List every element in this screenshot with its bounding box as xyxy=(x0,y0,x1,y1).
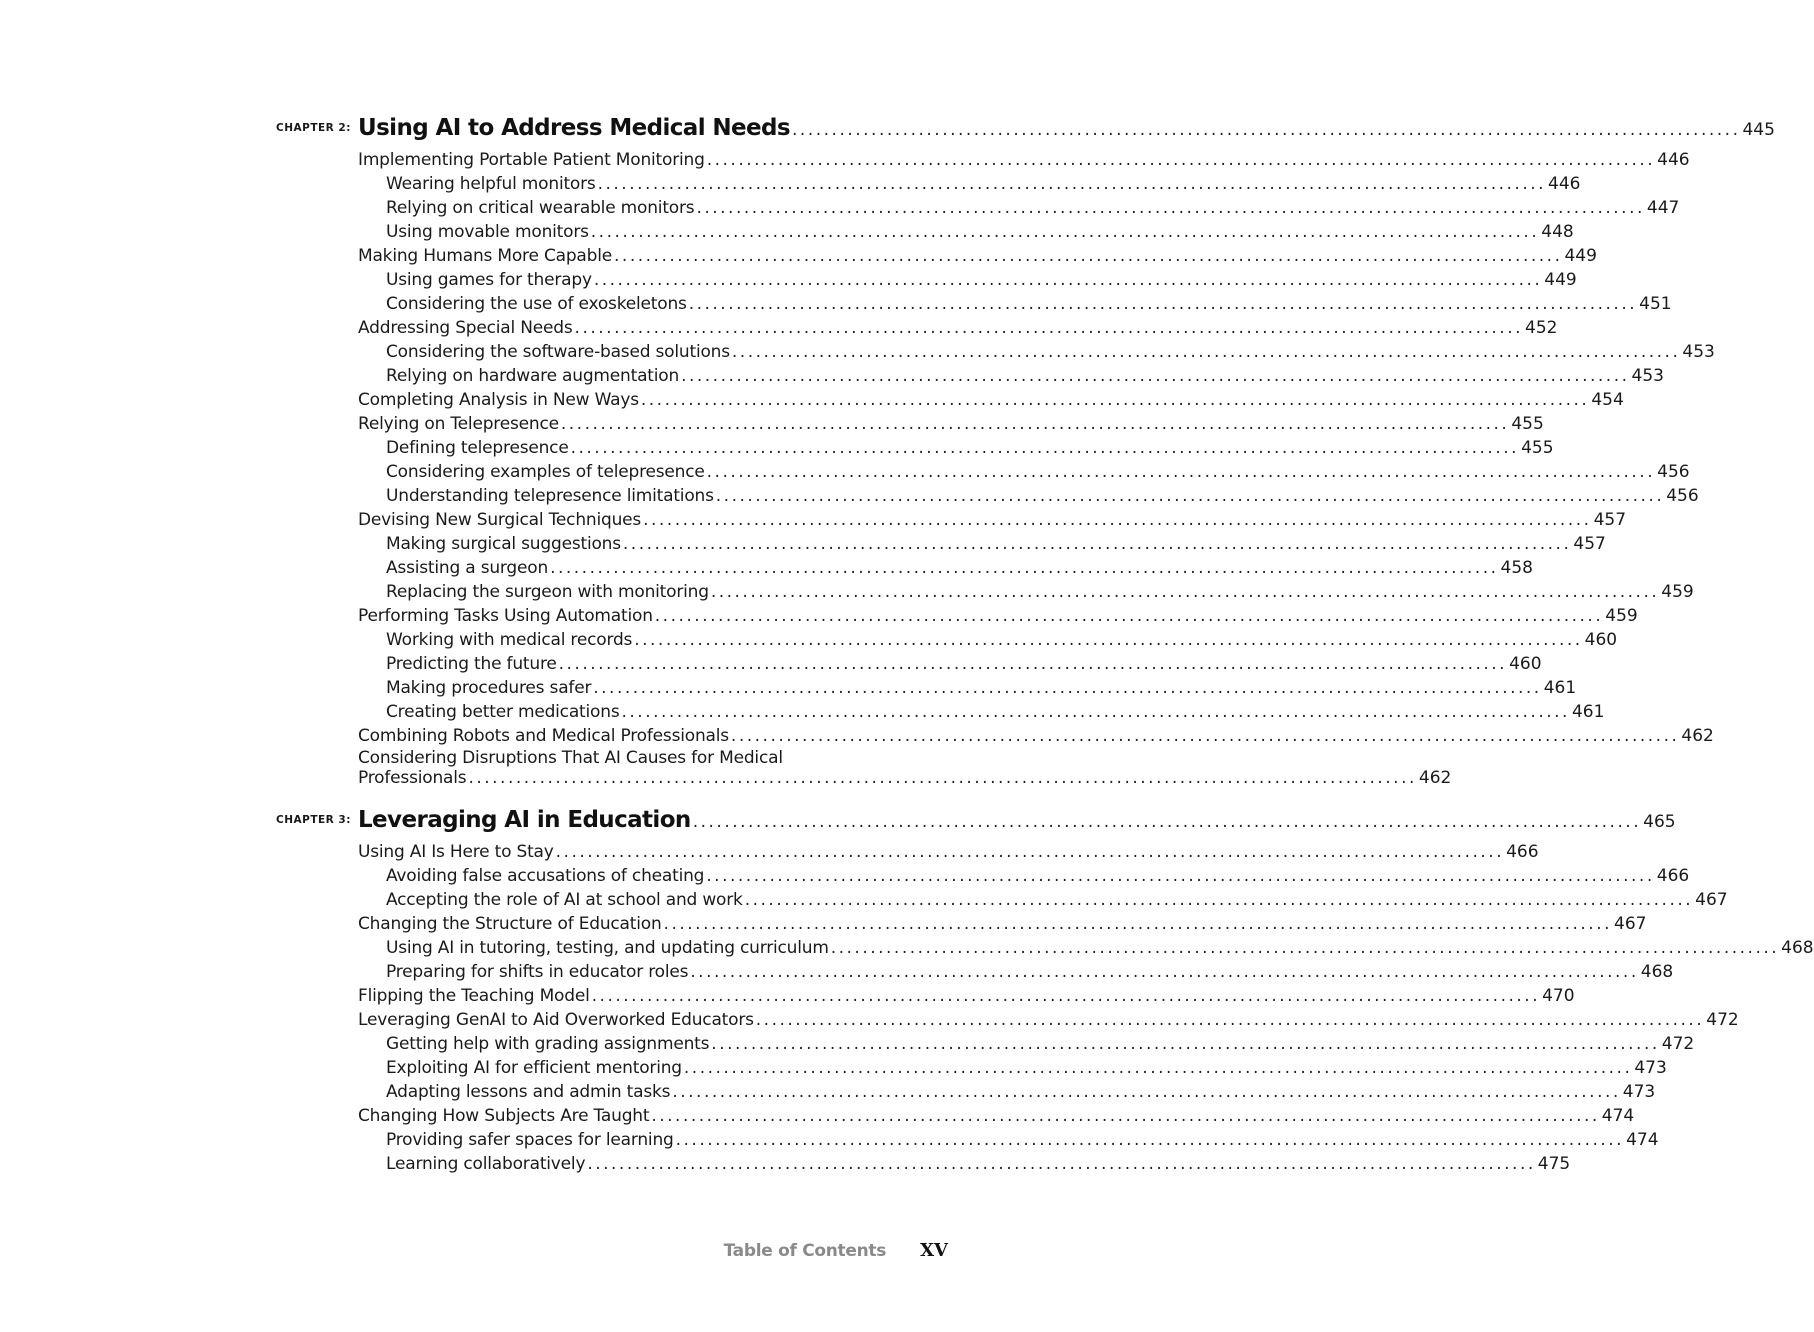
toc-subentry[interactable] xyxy=(358,220,1574,244)
toc-entry-page-number: 456 xyxy=(1666,486,1699,506)
toc-entry-page-number: 474 xyxy=(1626,1130,1659,1150)
toc-entry-page-number: 461 xyxy=(1571,702,1605,722)
toc-entry-page-number: 457 xyxy=(1593,510,1627,530)
dot-leader: ........................................................................................................................ xyxy=(731,342,1681,362)
toc-entry-page-number: 474 xyxy=(1601,1106,1635,1126)
toc-entry-title: Completing Analysis in New Ways xyxy=(358,390,639,410)
dot-leader: ........................................................................................................................ xyxy=(706,866,1655,886)
toc-entry-page-number: 455 xyxy=(1521,438,1554,458)
dot-leader: ........................................................................................................................ xyxy=(715,486,1665,506)
dot-leader: ........................................................................................................................ xyxy=(681,366,1630,386)
dot-leader: ........................................................................................................................ xyxy=(634,630,1583,650)
toc-entry-title: Leveraging GenAI to Aid Overworked Educators xyxy=(358,1010,754,1030)
toc-entry[interactable] xyxy=(358,1008,1739,1032)
toc-entry-title: Making Humans More Capable xyxy=(358,246,613,266)
toc-subentry[interactable] xyxy=(358,628,1618,652)
toc-subentry[interactable] xyxy=(358,268,1577,292)
toc-entry-page-number: 466 xyxy=(1656,866,1690,886)
toc-subentry[interactable] xyxy=(358,1056,1667,1080)
dot-leader: ........................................................................................................................ xyxy=(663,914,1613,934)
toc-entry-page-number: 468 xyxy=(1640,962,1674,982)
toc-subentry[interactable] xyxy=(358,580,1694,604)
toc-entry-page-number: 468 xyxy=(1781,938,1814,958)
chapter-2-entries xyxy=(358,148,1715,792)
toc-subentry[interactable] xyxy=(358,1032,1695,1056)
toc-entry-page-number: 462 xyxy=(1418,768,1452,788)
dot-leader: ........................................................................................................................ xyxy=(558,654,1508,674)
toc-entry-title: Professionals xyxy=(358,768,467,788)
toc-entry-title: Wearing helpful monitors xyxy=(386,174,596,194)
toc-entry-title: Considering examples of telepresence xyxy=(386,462,705,482)
dot-leader: ........................................................................................................................ xyxy=(593,270,1543,290)
dot-leader: ........................................................................................................................ xyxy=(792,120,1741,140)
toc-entry-page-number: 473 xyxy=(1634,1058,1667,1078)
toc-entry-page-number: 454 xyxy=(1591,390,1624,410)
toc-subentry[interactable] xyxy=(358,292,1672,316)
dot-leader: ........................................................................................................................ xyxy=(688,294,1638,314)
toc-entry-page-number: 457 xyxy=(1573,534,1606,554)
chapter-page-number: 465 xyxy=(1643,812,1676,832)
toc-entry-title: Accepting the role of AI at school and work xyxy=(386,890,743,910)
toc-entry-page-number: 449 xyxy=(1544,270,1577,290)
toc-entry-title: Changing How Subjects Are Taught xyxy=(358,1106,650,1126)
dot-leader: ........................................................................................................................ xyxy=(570,438,1520,458)
toc-entry-title: Creating better medications xyxy=(386,702,620,722)
toc-entry-page-number: 453 xyxy=(1682,342,1715,362)
toc-entry-page-number: 473 xyxy=(1622,1082,1656,1102)
dot-leader: ........................................................................................................................ xyxy=(591,986,1541,1006)
toc-entry[interactable] xyxy=(358,388,1624,412)
toc-entry[interactable] xyxy=(358,508,1627,532)
dot-leader: ........................................................................................................................ xyxy=(730,726,1680,746)
chapter-label: CHAPTER 2: xyxy=(276,122,351,134)
toc-entry-title: Making procedures safer xyxy=(386,678,592,698)
toc-entry-page-number: 461 xyxy=(1543,678,1577,698)
toc-entry-page-number: 455 xyxy=(1511,414,1544,434)
dot-leader: ........................................................................................................................ xyxy=(690,962,1639,982)
toc-entry-title: Working with medical records xyxy=(386,630,633,650)
toc-entry-title: Addressing Special Needs xyxy=(358,318,573,338)
toc-entry-title: Learning collaboratively xyxy=(386,1154,586,1174)
chapter-title-row[interactable] xyxy=(358,807,1676,837)
toc-subentry[interactable] xyxy=(358,864,1690,888)
toc-subentry[interactable] xyxy=(358,556,1533,580)
toc-entry-page-number: 447 xyxy=(1646,198,1680,218)
dot-leader: ........................................................................................................................ xyxy=(672,1082,1621,1102)
toc-entry-title: Using movable monitors xyxy=(386,222,589,242)
toc-entry[interactable] xyxy=(358,412,1544,436)
toc-subentry[interactable] xyxy=(358,172,1581,196)
toc-entry[interactable] xyxy=(358,912,1647,936)
toc-entry-title: Considering Disruptions That AI Causes for Medical xyxy=(358,748,783,768)
toc-entry[interactable] xyxy=(358,748,1452,792)
toc-entry-title: Considering the software-based solutions xyxy=(386,342,730,362)
toc-entry-title: Understanding telepresence limitations xyxy=(386,486,714,506)
dot-leader: ........................................................................................................................ xyxy=(711,1034,1660,1054)
toc-entry[interactable] xyxy=(358,1104,1635,1128)
toc-entry-title: Replacing the surgeon with monitoring xyxy=(386,582,709,602)
dot-leader: ........................................................................................................................ xyxy=(560,414,1510,434)
toc-entry-page-number: 459 xyxy=(1661,582,1694,602)
toc-entry-page-number: 448 xyxy=(1541,222,1574,242)
toc-entry-page-number: 466 xyxy=(1506,842,1539,862)
dot-leader: ........................................................................................................................ xyxy=(587,1154,1536,1174)
toc-subentry[interactable] xyxy=(358,340,1715,364)
toc-entry-page-number: 472 xyxy=(1661,1034,1695,1054)
toc-entry-title: Adapting lessons and admin tasks xyxy=(386,1082,671,1102)
chapter-page-number: 445 xyxy=(1742,120,1775,140)
dot-leader: ........................................................................................................................ xyxy=(468,768,1417,788)
toc-entry-title: Using AI Is Here to Stay xyxy=(358,842,554,862)
dot-leader: ........................................................................................................................ xyxy=(692,812,1642,832)
toc-entry-title: Relying on hardware augmentation xyxy=(386,366,680,386)
chapter-title: Leveraging AI in Education xyxy=(358,807,691,833)
toc-entry-page-number: 460 xyxy=(1509,654,1542,674)
toc-entry-title: Using AI in tutoring, testing, and updating curriculum xyxy=(386,938,829,958)
toc-entry-page-number: 472 xyxy=(1706,1010,1739,1030)
toc-subentry[interactable] xyxy=(358,364,1664,388)
toc-entry-title: Predicting the future xyxy=(386,654,557,674)
toc-entry-title: Providing safer spaces for learning xyxy=(386,1130,674,1150)
toc-entry-page-number: 467 xyxy=(1695,890,1728,910)
toc-subentry[interactable] xyxy=(358,460,1690,484)
dot-leader: ........................................................................................................................ xyxy=(614,246,1563,266)
dot-leader: ........................................................................................................................ xyxy=(696,198,1645,218)
toc-entry-title: Implementing Portable Patient Monitoring xyxy=(358,150,705,170)
toc-entry-page-number: 458 xyxy=(1500,558,1533,578)
toc-entry-page-number: 467 xyxy=(1614,914,1647,934)
dot-leader: ........................................................................................................................ xyxy=(710,582,1660,602)
dot-leader: ........................................................................................................................ xyxy=(706,462,1656,482)
toc-entry-title: Relying on Telepresence xyxy=(358,414,559,434)
toc-entry-title: Considering the use of exoskeletons xyxy=(386,294,687,314)
toc-subentry[interactable] xyxy=(358,1080,1656,1104)
toc-entry-title: Devising New Surgical Techniques xyxy=(358,510,642,530)
toc-entry-title: Avoiding false accusations of cheating xyxy=(386,866,705,886)
dot-leader: ........................................................................................................................ xyxy=(555,842,1505,862)
chapter-3-entries xyxy=(358,840,1814,1176)
dot-leader: ........................................................................................................................ xyxy=(593,678,1542,698)
toc-subentry[interactable] xyxy=(358,532,1606,556)
dot-leader: ........................................................................................................................ xyxy=(640,390,1590,410)
toc-entry-page-number: 459 xyxy=(1605,606,1638,626)
dot-leader: ........................................................................................................................ xyxy=(597,174,1547,194)
toc-entry-title: Relying on critical wearable monitors xyxy=(386,198,695,218)
toc-subentry[interactable] xyxy=(358,1128,1659,1152)
toc-entry[interactable] xyxy=(358,316,1558,340)
toc-entry[interactable] xyxy=(358,724,1714,748)
toc-entry-title: Getting help with grading assignments xyxy=(386,1034,710,1054)
dot-leader: ........................................................................................................................ xyxy=(550,558,1499,578)
dot-leader: ........................................................................................................................ xyxy=(643,510,1592,530)
dot-leader: ........................................................................................................................ xyxy=(830,938,1780,958)
toc-entry-page-number: 449 xyxy=(1564,246,1597,266)
dot-leader: ........................................................................................................................ xyxy=(706,150,1656,170)
toc-entry-title: Combining Robots and Medical Professionals xyxy=(358,726,729,746)
toc-entry-title: Assisting a surgeon xyxy=(386,558,549,578)
dot-leader: ........................................................................................................................ xyxy=(590,222,1540,242)
toc-subentry[interactable] xyxy=(358,484,1699,508)
toc-subentry[interactable] xyxy=(358,676,1577,700)
toc-subentry[interactable] xyxy=(358,436,1554,460)
toc-subentry[interactable] xyxy=(358,700,1605,724)
dot-leader: ........................................................................................................................ xyxy=(744,890,1694,910)
toc-entry-title: Using games for therapy xyxy=(386,270,592,290)
footer-page-number: XV xyxy=(920,1240,948,1261)
toc-entry-page-number: 446 xyxy=(1657,150,1690,170)
chapter-title-row[interactable] xyxy=(358,115,1775,145)
toc-entry-title: Changing the Structure of Education xyxy=(358,914,662,934)
toc-entry[interactable] xyxy=(358,984,1575,1008)
page-footer xyxy=(724,1240,948,1261)
toc-entry[interactable] xyxy=(358,840,1539,864)
dot-leader: ........................................................................................................................ xyxy=(675,1130,1625,1150)
dot-leader: ........................................................................................................................ xyxy=(621,702,1570,722)
footer-section-label: Table of Contents xyxy=(723,1241,887,1261)
toc-entry-page-number: 462 xyxy=(1681,726,1714,746)
chapter-label: CHAPTER 3: xyxy=(276,814,351,826)
dot-leader: ........................................................................................................................ xyxy=(683,1058,1633,1078)
toc-entry-title: Performing Tasks Using Automation xyxy=(358,606,653,626)
toc-entry-page-number: 452 xyxy=(1525,318,1558,338)
toc-entry-title: Defining telepresence xyxy=(386,438,569,458)
toc-subentry[interactable] xyxy=(358,936,1814,960)
toc-entry-title: Preparing for shifts in educator roles xyxy=(386,962,689,982)
toc-entry-page-number: 456 xyxy=(1657,462,1690,482)
toc-subentry[interactable] xyxy=(358,960,1674,984)
toc-subentry[interactable] xyxy=(358,652,1542,676)
toc-entry-title: Exploiting AI for efficient mentoring xyxy=(386,1058,682,1078)
toc-entry-page-number: 451 xyxy=(1639,294,1672,314)
toc-entry-page-number: 470 xyxy=(1542,986,1575,1006)
toc-entry[interactable] xyxy=(358,244,1597,268)
dot-leader: ........................................................................................................................ xyxy=(755,1010,1705,1030)
toc-subentry[interactable] xyxy=(358,888,1728,912)
toc-entry[interactable] xyxy=(358,148,1690,172)
toc-entry-title: Flipping the Teaching Model xyxy=(358,986,590,1006)
chapter-title: Using AI to Address Medical Needs xyxy=(358,115,791,141)
toc-entry-page-number: 446 xyxy=(1548,174,1581,194)
dot-leader: ........................................................................................................................ xyxy=(651,1106,1600,1126)
toc-entry-page-number: 475 xyxy=(1537,1154,1571,1174)
toc-subentry[interactable] xyxy=(358,196,1680,220)
toc-entry[interactable] xyxy=(358,604,1638,628)
toc-entry-page-number: 453 xyxy=(1631,366,1664,386)
toc-entry-title-continued xyxy=(358,768,1452,792)
toc-subentry[interactable] xyxy=(358,1152,1571,1176)
toc-entry-title: Making surgical suggestions xyxy=(386,534,621,554)
dot-leader: ........................................................................................................................ xyxy=(574,318,1524,338)
dot-leader: ........................................................................................................................ xyxy=(654,606,1604,626)
toc-entry-page-number: 460 xyxy=(1584,630,1618,650)
dot-leader: ........................................................................................................................ xyxy=(622,534,1572,554)
